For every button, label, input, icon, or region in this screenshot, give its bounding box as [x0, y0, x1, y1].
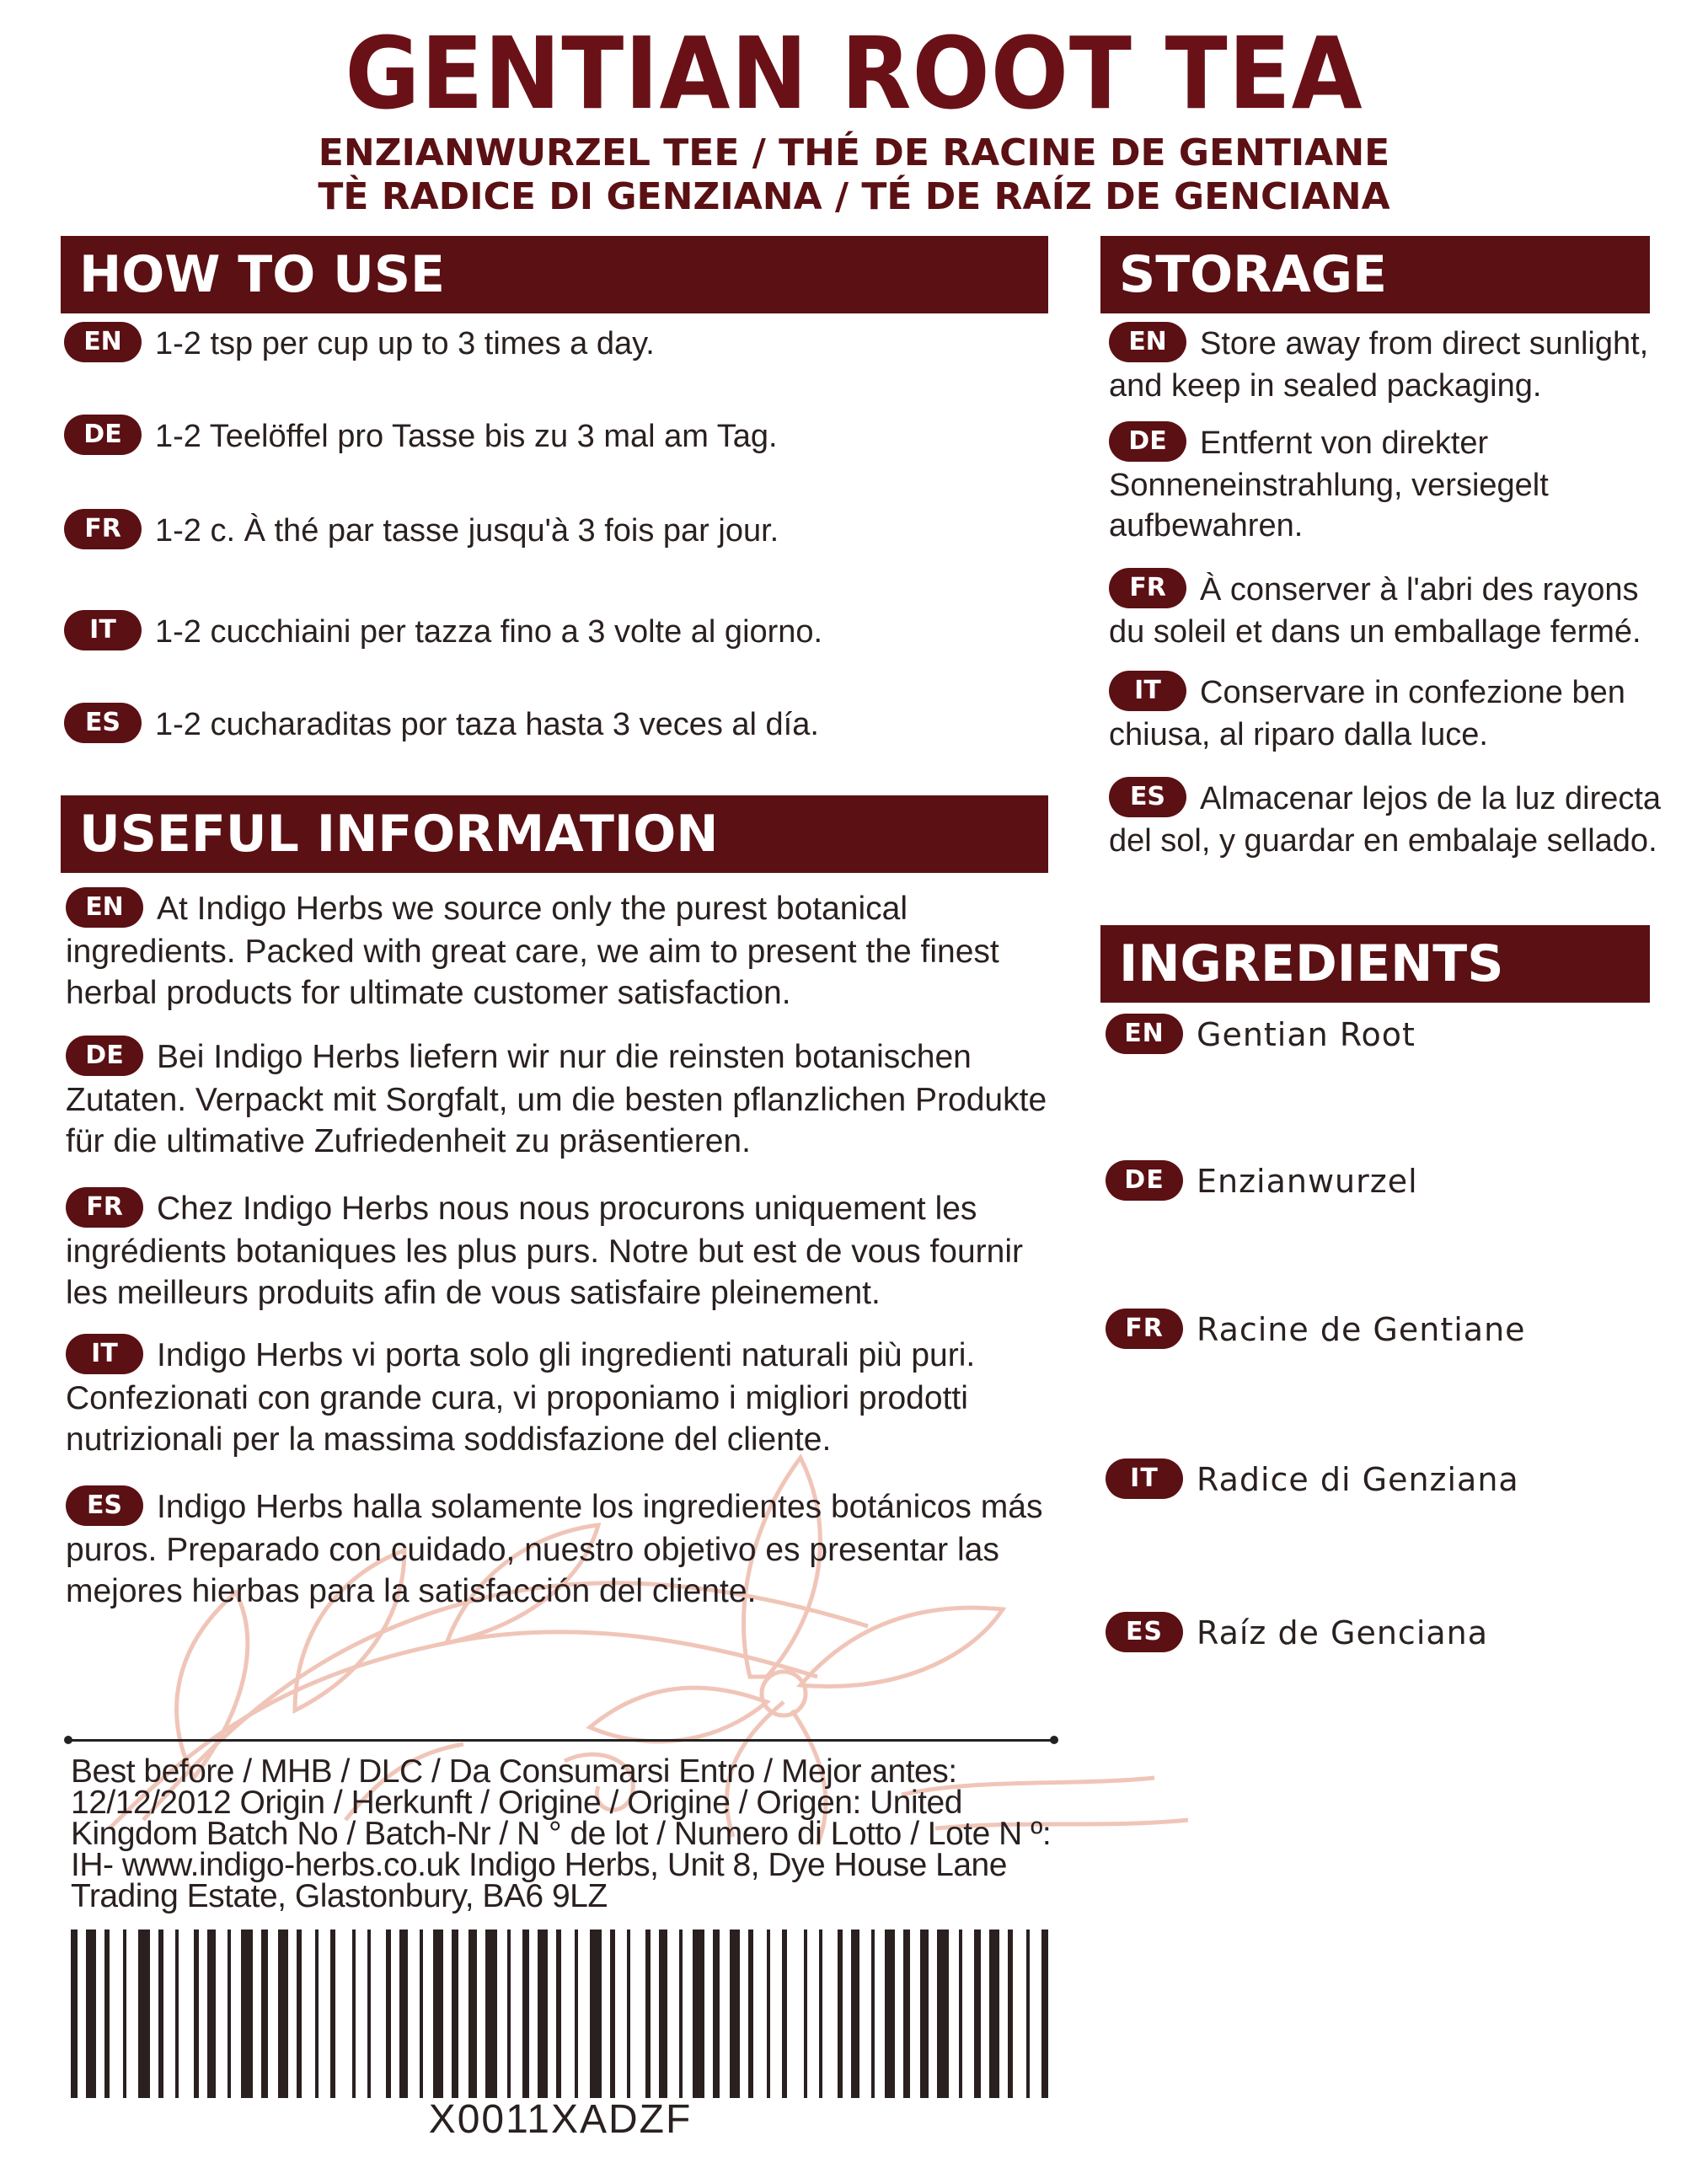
- barcode-bar: [748, 1930, 753, 2098]
- lang-badge: DE: [1106, 1160, 1183, 1201]
- barcode-bar: [730, 1930, 740, 2098]
- barcode-bar: [261, 1930, 268, 2098]
- barcode-bar: [937, 1930, 949, 2098]
- product-subtitle-line2: TÈ RADICE DI GENZIANA / TÉ DE RAÍZ DE GENCIANA: [318, 175, 1390, 218]
- storage-text: À conserver à l'abri des rayons du soleil et dans un emballage fermé.: [1109, 572, 1641, 650]
- lang-badge: EN: [1109, 322, 1186, 362]
- how-to-use-item: [64, 511, 1050, 553]
- storage-item: [1109, 672, 1665, 755]
- barcode: [71, 1930, 1048, 2098]
- useful-information-item: [66, 1335, 1060, 1460]
- barcode-bar: [575, 1930, 578, 2098]
- ingredient-item: [1106, 1161, 1662, 1204]
- barcode-bar: [610, 1930, 615, 2098]
- barcode-bar: [819, 1930, 822, 2098]
- how-to-use-item: [64, 324, 1050, 366]
- useful-information-heading: USEFUL INFORMATION: [61, 795, 1048, 873]
- barcode-bar: [920, 1930, 929, 2098]
- lang-badge: IT: [66, 1334, 143, 1374]
- lang-badge: FR: [1106, 1309, 1183, 1349]
- barcode-bar: [104, 1930, 110, 2098]
- how-to-use-item: [64, 612, 1050, 654]
- barcode-bar: [679, 1930, 683, 2098]
- barcode-bar: [659, 1930, 667, 2098]
- barcode-number: X0011XADZF: [428, 2097, 693, 2142]
- barcode-bar: [782, 1930, 787, 2098]
- barcode-bar: [851, 1930, 859, 2098]
- barcode-bar: [507, 1930, 511, 2098]
- barcode-bar: [420, 1930, 423, 2098]
- barcode-bar: [693, 1930, 704, 2098]
- lang-badge: DE: [66, 1036, 143, 1076]
- barcode-bar: [538, 1930, 548, 2098]
- ingredient-item: [1106, 1613, 1662, 1656]
- barcode-bar: [556, 1930, 561, 2098]
- useful-information-item: [66, 888, 1060, 1014]
- ingredient-item: [1106, 1014, 1662, 1057]
- lang-badge: ES: [64, 703, 142, 743]
- how-to-use-item: [64, 704, 1050, 747]
- barcode-bar: [330, 1930, 335, 2098]
- barcode-bar: [959, 1930, 962, 2098]
- barcode-bar: [194, 1930, 199, 2098]
- barcode-bar: [367, 1930, 371, 2098]
- divider-dot: [1050, 1736, 1058, 1744]
- useful-information-item: [66, 1036, 1060, 1162]
- lang-badge: IT: [64, 610, 142, 650]
- storage-text: Store away from direct sunlight, and keep in sealed packaging.: [1109, 326, 1649, 404]
- storage-item: [1109, 423, 1665, 546]
- useful-information-item: [66, 1188, 1060, 1314]
- how-to-use-text: 1-2 cucharaditas por taza hasta 3 veces al día.: [155, 707, 819, 742]
- barcode-bar: [989, 1930, 999, 2098]
- barcode-bar: [713, 1930, 720, 2098]
- lang-badge: DE: [64, 415, 142, 455]
- barcode-bar: [138, 1930, 150, 2098]
- storage-text: Almacenar lejos de la luz directa del sol, y guardar en embalaje sellado.: [1109, 781, 1662, 859]
- lang-badge: IT: [1109, 671, 1186, 711]
- how-to-use-text: 1-2 Teelöffel pro Tasse bis zu 3 mal am Tag.: [155, 419, 778, 454]
- lang-badge: ES: [1106, 1612, 1183, 1652]
- useful-information-text: Bei Indigo Herbs liefern wir nur die reinsten botanischen Zutaten. Verpackt mit Sorgfalt, um die besten pflanzlichen Produkte für die ultimative Zufriedenheit zu präsentieren.: [66, 1039, 1047, 1159]
- barcode-bar: [1008, 1930, 1013, 2098]
- lang-badge: EN: [1106, 1014, 1183, 1054]
- useful-information-text: Indigo Herbs vi porta solo gli ingredienti naturali più puri. Confezionati con grande cura, vi proponiamo i migliori prodotti nutrizionali per la massima soddisfazione del cliente.: [66, 1337, 976, 1458]
- barcode-bar: [522, 1930, 529, 2098]
- barcode-bar: [158, 1930, 163, 2098]
- storage-item: [1109, 324, 1665, 406]
- best-before-info: Best before / MHB / DLC / Da Consumarsi Entro / Mejor antes: 12/12/2012 Origin / Herkunft / Origine / Origine / Origen: United Kingdom Batch No / Batch-Nr / N ° de lot / Numero di Lotto / Lote N º: IH- www.indigo-herbs.co.uk Indigo Herbs, Unit 8, Dye House Lane Trading Estate, Glastonbury, BA6 9LZ: [71, 1753, 1052, 1914]
- barcode-bar: [352, 1930, 356, 2098]
- useful-information-item: [66, 1486, 1060, 1612]
- useful-information-text: Indigo Herbs halla solamente los ingredientes botánicos más puros. Preparado con cuidado, nuestro objetivo es presentar las mejores hierbas para la satisfacción del cliente.: [66, 1489, 1043, 1609]
- barcode-bar: [71, 1930, 78, 2098]
- ingredient-text: Racine de Gentiane: [1197, 1311, 1526, 1348]
- product-subtitle-line1: ENZIANWURZEL TEE / THÉ DE RACINE DE GENTIANE: [318, 131, 1390, 174]
- lang-badge: FR: [66, 1187, 143, 1228]
- product-title: GENTIAN ROOT TEA: [345, 15, 1363, 131]
- barcode-bar: [123, 1930, 126, 2098]
- useful-information-text: At Indigo Herbs we source only the purest botanical ingredients. Packed with great care, we aim to present the finest herbal products for ultimate customer satisfaction.: [66, 891, 999, 1011]
- barcode-bar: [207, 1930, 216, 2098]
- how-to-use-text: 1-2 cucchiaini per tazza fino a 3 volte al giorno.: [155, 614, 823, 650]
- storage-heading: STORAGE: [1100, 236, 1650, 313]
- storage-text: Conservare in confezione ben chiusa, al riparo dalla luce.: [1109, 675, 1625, 752]
- divider: [67, 1739, 1053, 1742]
- lang-badge: DE: [1109, 421, 1186, 462]
- storage-item: [1109, 779, 1665, 861]
- barcode-bar: [278, 1930, 288, 2098]
- barcode-bar: [645, 1930, 651, 2098]
- barcode-bar: [590, 1930, 602, 2098]
- barcode-bar: [838, 1930, 843, 2098]
- lang-badge: FR: [64, 509, 142, 549]
- how-to-use-heading: HOW TO USE: [61, 236, 1048, 313]
- lang-badge: ES: [1109, 777, 1186, 817]
- barcode-bar: [885, 1930, 895, 2098]
- barcode-bar: [804, 1930, 807, 2098]
- how-to-use-item: [64, 416, 1050, 458]
- barcode-bar: [903, 1930, 910, 2098]
- barcode-bar: [452, 1930, 458, 2098]
- barcode-bar: [871, 1930, 875, 2098]
- storage-item: [1109, 570, 1665, 652]
- ingredient-item: [1106, 1309, 1662, 1352]
- lang-badge: EN: [64, 322, 142, 362]
- ingredient-item: [1106, 1459, 1662, 1502]
- ingredient-text: Radice di Genziana: [1197, 1461, 1519, 1498]
- lang-badge: IT: [1106, 1459, 1183, 1499]
- ingredients-heading: INGREDIENTS: [1100, 925, 1650, 1003]
- ingredient-text: Enzianwurzel: [1197, 1163, 1418, 1200]
- lang-badge: FR: [1109, 568, 1186, 608]
- barcode-bar: [175, 1930, 179, 2098]
- barcode-bar: [399, 1930, 408, 2098]
- lang-badge: EN: [66, 887, 143, 928]
- barcode-bar: [241, 1930, 253, 2098]
- lang-badge: ES: [66, 1485, 143, 1526]
- ingredient-text: Raíz de Genciana: [1197, 1614, 1489, 1651]
- barcode-bar: [1041, 1930, 1048, 2098]
- barcode-bar: [433, 1930, 443, 2098]
- storage-text: Entfernt von direkter Sonneneinstrahlung, versiegelt aufbewahren.: [1109, 426, 1549, 543]
- divider-dot: [64, 1736, 72, 1744]
- barcode-bar: [468, 1930, 477, 2098]
- barcode-bar: [228, 1930, 231, 2098]
- barcode-bar: [297, 1930, 302, 2098]
- how-to-use-text: 1-2 tsp per cup up to 3 times a day.: [155, 326, 655, 361]
- barcode-bar: [1026, 1930, 1030, 2098]
- barcode-bar: [767, 1930, 770, 2098]
- useful-information-text: Chez Indigo Herbs nous nous procurons uniquement les ingrédients botaniques les plus purs. Notre but est de vous fournir les meilleurs produits afin de vous satisfaire pleinement.: [66, 1191, 1023, 1311]
- how-to-use-text: 1-2 c. À thé par tasse jusqu'à 3 fois par jour.: [155, 513, 779, 549]
- barcode-bar: [627, 1930, 630, 2098]
- ingredient-text: Gentian Root: [1197, 1016, 1416, 1053]
- barcode-bar: [386, 1930, 391, 2098]
- barcode-bar: [974, 1930, 981, 2098]
- barcode-bar: [315, 1930, 319, 2098]
- barcode-bar: [86, 1930, 96, 2098]
- barcode-bar: [485, 1930, 497, 2098]
